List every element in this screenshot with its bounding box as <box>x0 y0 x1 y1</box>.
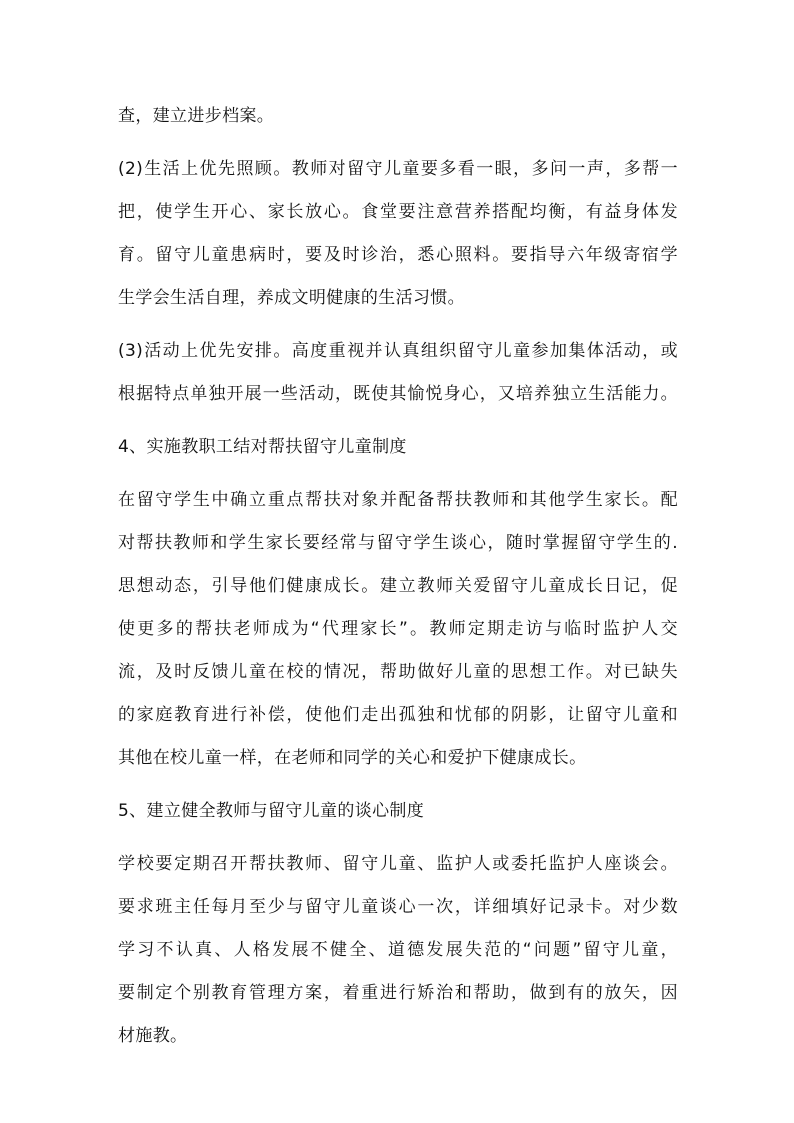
text-line-15: 其他在校儿童一样，在老师和同学的关心和爱护下健康成长。 <box>118 748 587 768</box>
text-line-21: 材施教。 <box>118 1026 188 1046</box>
text-line-9: 在留守学生中确立重点帮扶对象并配备帮扶教师和其他学生家长。配 <box>118 490 678 510</box>
text-line-17: 学校要定期召开帮扶教师、留守儿童、监护人或委托监护人座谈会。 <box>118 854 678 874</box>
text-line-20: 要制定个别教育管理方案，着重进行矫治和帮助，做到有的放矢，因 <box>118 983 678 1003</box>
text-line-19: 学习不认真、人格发展不健全、道德发展失范的“问题”留守儿童， <box>118 940 678 960</box>
text-line-18: 要求班主任每月至少与留守儿童谈心一次，详细填好记录卡。对少数 <box>118 897 678 917</box>
text-line-5: 生学会生活自理，养成文明健康的生活习惯。 <box>118 288 465 308</box>
text-line-6: (3)活动上优先安排。高度重视并认真组织留守儿童参加集体活动，或 <box>118 341 678 361</box>
text-line-7: 根据特点单独开展一些活动，既使其愉悦身心，又培养独立生活能力。 <box>118 384 678 404</box>
text-line-10: 对帮扶教师和学生家长要经常与留守学生谈心，随时掌握留守学生的. <box>118 533 678 553</box>
text-line-1: 查，建立进步档案。 <box>118 106 275 126</box>
text-line-13: 流，及时反馈儿童在校的情况，帮助做好儿童的思想工作。对已缺失 <box>118 662 678 682</box>
text-line-4: 育。留守儿童患病时，要及时诊治，悉心照料。要指导六年级寄宿学 <box>118 245 678 265</box>
text-line-12: 使更多的帮扶老师成为“代理家长”。教师定期走访与临时监护人交 <box>118 619 678 639</box>
text-line-2: (2)生活上优先照顾。教师对留守儿童要多看一眼，多问一声，多帮一 <box>118 159 678 179</box>
section-heading-5: 5、建立健全教师与留守儿童的谈心制度 <box>118 801 425 821</box>
text-line-14: 的家庭教育进行补偿，使他们走出孤独和忧郁的阴影，让留守儿童和 <box>118 705 678 725</box>
text-line-11: 思想动态，引导他们健康成长。建立教师关爱留守儿童成长日记，促 <box>118 576 678 596</box>
section-heading-4: 4、实施教职工结对帮扶留守儿童制度 <box>118 437 407 457</box>
text-line-3: 把，使学生开心、家长放心。食堂要注意营养搭配均衡，有益身体发 <box>118 202 678 222</box>
